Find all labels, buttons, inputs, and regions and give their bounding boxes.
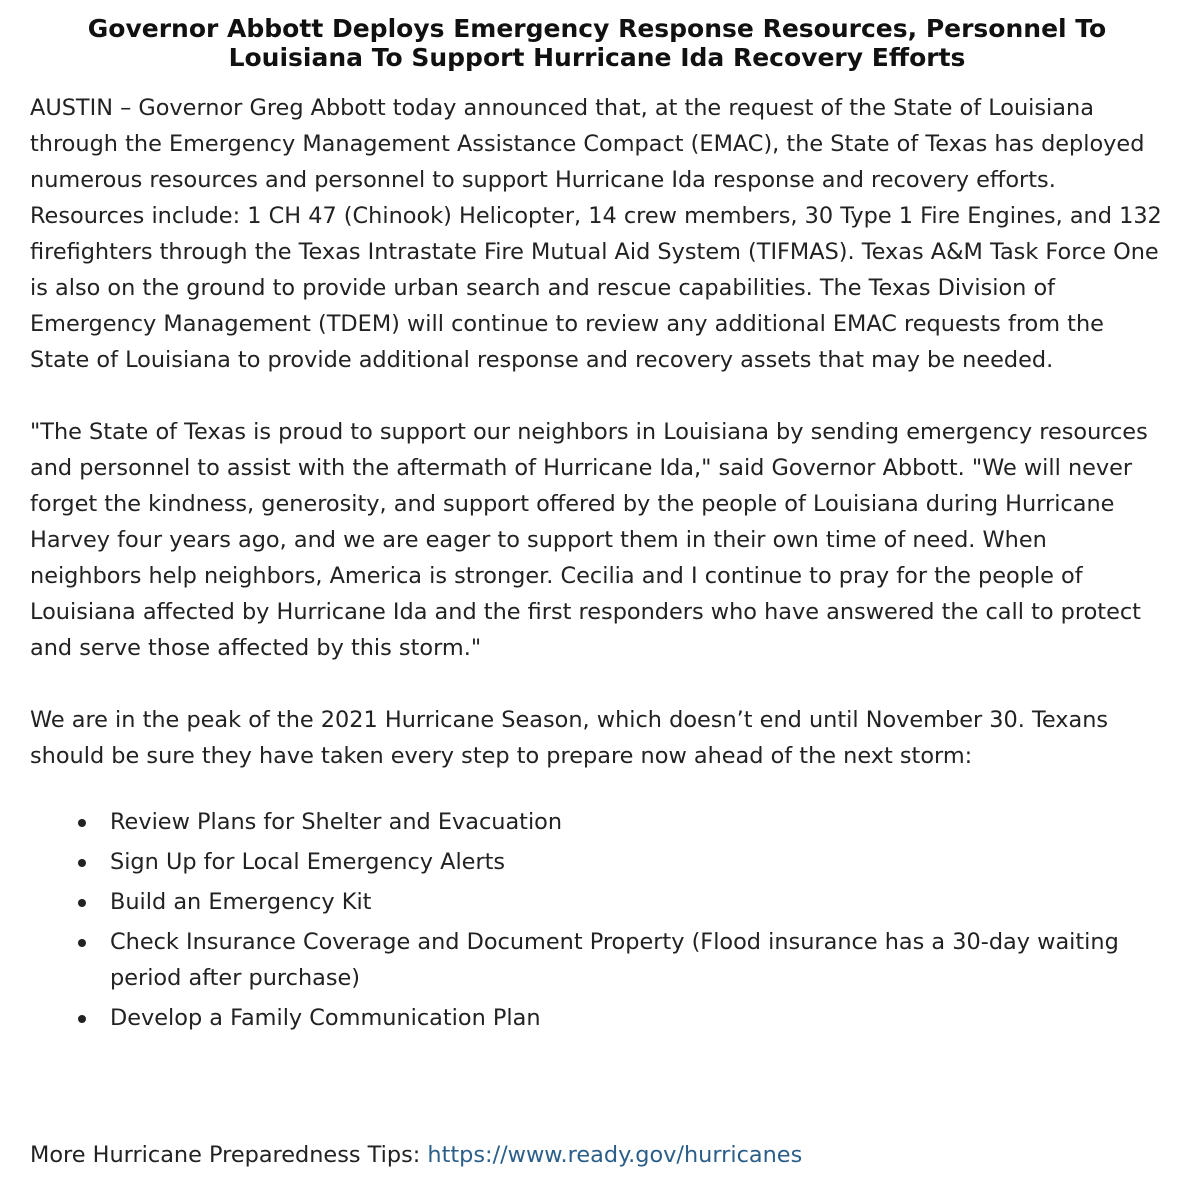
list-item — [30, 844, 1164, 880]
footer-label: More Hurricane Preparedness Tips: — [30, 1142, 428, 1168]
list-item-text: Build an Emergency Kit — [110, 889, 372, 915]
list-item — [30, 884, 1164, 920]
article — [30, 14, 1164, 1040]
article-title: Governor Abbott Deploys Emergency Response Resources, Personnel To Louisiana To Support Hurricane Ida Recovery Efforts — [87, 14, 1107, 72]
season-paragraph: We are in the peak of the 2021 Hurricane Season, which doesn’t end until November 30. Texans should be sure they have taken every step to prepare now ahead of the next storm: — [30, 707, 1109, 769]
list-item — [30, 804, 1164, 840]
quote-paragraph: "The State of Texas is proud to support our neighbors in Louisiana by sending emergency resources and personnel to assist with the aftermath of Hurricane Ida," said Governor Abbott. "We will never forget the kindness, generosity, and support offered by the people of Louisiana during Hurricane Harvey four years ago, and we are eager to support them in their own time of need. When neighbors help neighbors, America is stronger. Cecilia and I continue to pray for the people of Louisiana affected by Hurricane Ida and the first responders who have answered the call to protect and serve those affected by this storm." — [30, 419, 1148, 661]
list-item-text: Sign Up for Local Emergency Alerts — [110, 849, 506, 875]
list-item-text: Review Plans for Shelter and Evacuation — [110, 809, 563, 835]
footer-tips-line — [30, 1137, 802, 1173]
list-item-text: Check Insurance Coverage and Document Property (Flood insurance has a 30-day waiting period after purchase) — [110, 929, 1119, 991]
bullet-icon — [78, 899, 86, 907]
list-item-text: Develop a Family Communication Plan — [110, 1005, 541, 1031]
intro-paragraph: AUSTIN – Governor Greg Abbott today announced that, at the request of the State of Louisiana through the Emergency Management Assistance Compact (EMAC), the State of Texas has deployed numerous resources and personnel to support Hurricane Ida response and recovery efforts. Resources include: 1 CH 47 (Chinook) Helicopter, 14 crew members, 30 Type 1 Fire Engines, and 132 firefighters through the Texas Intrastate Fire Mutual Aid System (TIFMAS). Texas A&M Task Force One is also on the ground to provide urban search and rescue capabilities. The Texas Division of Emergency Management (TDEM) will continue to review any additional EMAC requests from the State of Louisiana to provide additional response and recovery assets that may be needed. — [30, 95, 1162, 373]
bullet-icon — [78, 939, 86, 947]
list-item — [30, 1000, 1164, 1036]
list-item — [30, 924, 1164, 996]
bullet-icon — [78, 859, 86, 867]
preparedness-tips-list — [30, 804, 1164, 1036]
bullet-icon — [78, 819, 86, 827]
bullet-icon — [78, 1015, 86, 1023]
ready-gov-hurricanes-link[interactable]: https://www.ready.gov/hurricanes — [427, 1142, 803, 1168]
